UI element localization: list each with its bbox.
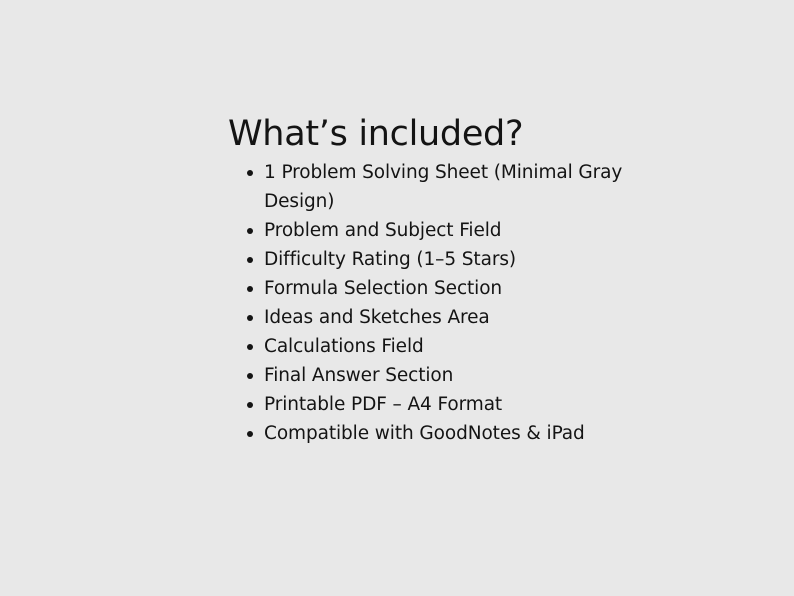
- list-item: Ideas and Sketches Area: [264, 303, 648, 332]
- list-item: Compatible with GoodNotes & iPad: [264, 419, 648, 448]
- list-item: Printable PDF – A4 Format: [264, 390, 648, 419]
- section-title: What’s included?: [228, 114, 524, 154]
- list-item: Problem and Subject Field: [264, 216, 648, 245]
- included-list: [228, 158, 648, 448]
- included-section: [228, 112, 648, 448]
- list-item: Formula Selection Section: [264, 274, 648, 303]
- list-item: Calculations Field: [264, 332, 648, 361]
- list-item: 1 Problem Solving Sheet (Minimal Gray Design): [264, 158, 648, 216]
- list-item: Difficulty Rating (1–5 Stars): [264, 245, 648, 274]
- list-item: Final Answer Section: [264, 361, 648, 390]
